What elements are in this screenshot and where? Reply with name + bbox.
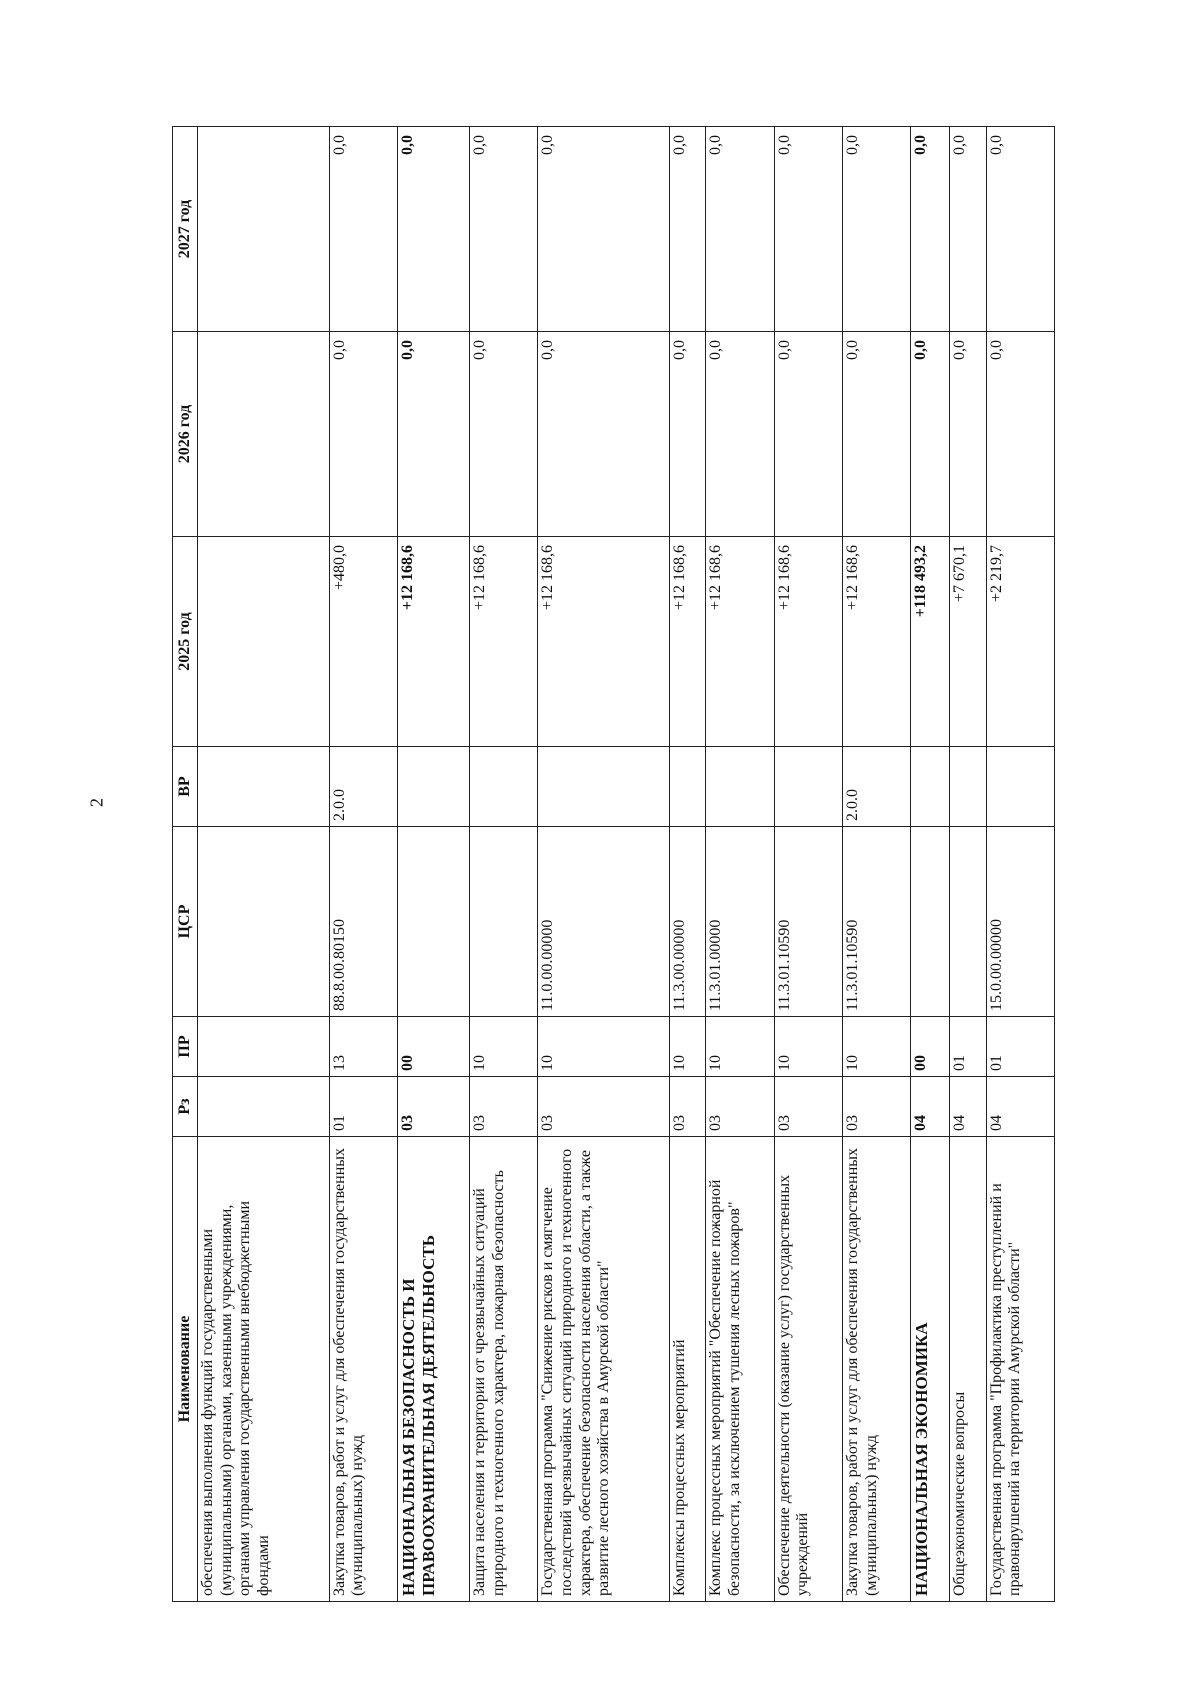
cell-name: Закупка товаров, работ и услуг для обеспечения государственных (муниципальных) нужд xyxy=(843,1137,911,1602)
cell-csr: 11.3.01.00000 xyxy=(706,827,774,1017)
cell-rz: 01 xyxy=(329,1077,397,1137)
cell-2025: +12 168,6 xyxy=(669,537,706,747)
cell-2025: +118 493,2 xyxy=(911,537,950,747)
cell-csr: 15.0.00.00000 xyxy=(986,827,1054,1017)
cell-rz: 03 xyxy=(843,1077,911,1137)
cell-2026: 0,0 xyxy=(469,332,537,537)
header-vr: ВР xyxy=(173,747,198,827)
cell-rz: 04 xyxy=(911,1077,950,1137)
cell-2026: 0,0 xyxy=(397,332,469,537)
cell-2027: 0,0 xyxy=(774,127,842,332)
cell-vr xyxy=(469,747,537,827)
cell-pr: 10 xyxy=(774,1017,842,1077)
budget-table xyxy=(172,126,1055,1602)
cell-2025: +12 168,6 xyxy=(706,537,774,747)
cell-csr xyxy=(911,827,950,1017)
cell-csr: 88.8.00.80150 xyxy=(329,827,397,1017)
header-csr: ЦСР xyxy=(173,827,198,1017)
cell-name: Закупка товаров, работ и услуг для обеспечения государственных (муниципальных) нужд xyxy=(329,1137,397,1602)
header-rz: Рз xyxy=(173,1077,198,1137)
cell-csr xyxy=(469,827,537,1017)
cell-2027: 0,0 xyxy=(329,127,397,332)
cell-vr: 2.0.0 xyxy=(329,747,397,827)
cell-vr xyxy=(949,747,986,827)
cell-2025: +12 168,6 xyxy=(469,537,537,747)
cell-vr xyxy=(669,747,706,827)
header-2025: 2025 год xyxy=(173,537,198,747)
cell-name: Общеэкономические вопросы xyxy=(949,1137,986,1602)
cell-vr: 2.0.0 xyxy=(843,747,911,827)
cell-pr: 00 xyxy=(397,1017,469,1077)
cell-vr xyxy=(198,747,330,827)
cell-csr xyxy=(397,827,469,1017)
table-row xyxy=(706,127,774,1602)
cell-2027: 0,0 xyxy=(469,127,537,332)
budget-table-frame xyxy=(172,127,1055,1602)
cell-2026 xyxy=(198,332,330,537)
table-row xyxy=(469,127,537,1602)
cell-pr: 13 xyxy=(329,1017,397,1077)
table-row xyxy=(949,127,986,1602)
cell-rz: 03 xyxy=(774,1077,842,1137)
header-2026: 2026 год xyxy=(173,332,198,537)
cell-2026: 0,0 xyxy=(986,332,1054,537)
cell-name: Защита населения и территории от чрезвычайных ситуаций природного и техногенного характера, пожарная безопасность xyxy=(469,1137,537,1602)
header-2027: 2027 год xyxy=(173,127,198,332)
cell-rz: 03 xyxy=(706,1077,774,1137)
cell-pr: 01 xyxy=(986,1017,1054,1077)
cell-name: Комплексы процессных мероприятий xyxy=(669,1137,706,1602)
cell-csr xyxy=(949,827,986,1017)
cell-rz: 03 xyxy=(669,1077,706,1137)
cell-csr: 11.3.01.10590 xyxy=(843,827,911,1017)
cell-vr xyxy=(706,747,774,827)
cell-pr: 10 xyxy=(538,1017,670,1077)
cell-2025: +2 219,7 xyxy=(986,537,1054,747)
table-row xyxy=(843,127,911,1602)
cell-2025: +12 168,6 xyxy=(774,537,842,747)
cell-name: Государственная программа "Снижение рисков и смягчение последствий чрезвычайных ситуаций природного и техногенного характера, обеспечение безопасности населения области, а также развитие лесного хозяйства в Амурской области" xyxy=(538,1137,670,1602)
cell-2025: +480,0 xyxy=(329,537,397,747)
cell-2027: 0,0 xyxy=(669,127,706,332)
cell-name: Комплекс процессных мероприятий "Обеспечение пожарной безопасности, за исключением тушения лесных пожаров" xyxy=(706,1137,774,1602)
cell-2026: 0,0 xyxy=(949,332,986,537)
page-number: 2 xyxy=(86,798,107,807)
cell-pr: 10 xyxy=(843,1017,911,1077)
cell-pr: 00 xyxy=(911,1017,950,1077)
table-row xyxy=(986,127,1054,1602)
cell-pr: 10 xyxy=(669,1017,706,1077)
cell-2027: 0,0 xyxy=(538,127,670,332)
cell-vr xyxy=(397,747,469,827)
cell-csr: 11.3.00.00000 xyxy=(669,827,706,1017)
table-row xyxy=(774,127,842,1602)
header-pr: ПР xyxy=(173,1017,198,1077)
cell-2027: 0,0 xyxy=(911,127,950,332)
cell-2025 xyxy=(198,537,330,747)
cell-rz: 04 xyxy=(986,1077,1054,1137)
table-row xyxy=(397,127,469,1602)
cell-name: НАЦИОНАЛЬНАЯ ЭКОНОМИКА xyxy=(911,1137,950,1602)
cell-2027: 0,0 xyxy=(949,127,986,332)
cell-rz: 03 xyxy=(538,1077,670,1137)
cell-2026: 0,0 xyxy=(538,332,670,537)
cell-csr: 11.3.01.10590 xyxy=(774,827,842,1017)
cell-2026: 0,0 xyxy=(329,332,397,537)
cell-2025: +12 168,6 xyxy=(843,537,911,747)
cell-name: Обеспечение деятельности (оказание услуг) государственных учреждений xyxy=(774,1137,842,1602)
table-row xyxy=(911,127,950,1602)
table-body xyxy=(198,127,1055,1602)
cell-rz: 04 xyxy=(949,1077,986,1137)
cell-csr xyxy=(198,827,330,1017)
cell-pr xyxy=(198,1017,330,1077)
table-header-row xyxy=(173,127,198,1602)
cell-name: обеспечения выполнения функций государственными (муниципальными) органами, казенными учреждениями, органами управления государственными внебюджетными фондами xyxy=(198,1137,330,1602)
table-row xyxy=(198,127,330,1602)
cell-2025: +12 168,6 xyxy=(538,537,670,747)
cell-2027: 0,0 xyxy=(706,127,774,332)
cell-2026: 0,0 xyxy=(911,332,950,537)
cell-pr: 10 xyxy=(469,1017,537,1077)
cell-2027: 0,0 xyxy=(986,127,1054,332)
cell-rz: 03 xyxy=(397,1077,469,1137)
table-row xyxy=(329,127,397,1602)
cell-csr: 11.0.00.00000 xyxy=(538,827,670,1017)
cell-pr: 10 xyxy=(706,1017,774,1077)
cell-name: НАЦИОНАЛЬНАЯ БЕЗОПАСНОСТЬ И ПРАВООХРАНИТЕЛЬНАЯ ДЕЯТЕЛЬНОСТЬ xyxy=(397,1137,469,1602)
cell-2026: 0,0 xyxy=(706,332,774,537)
table-row xyxy=(669,127,706,1602)
cell-vr xyxy=(911,747,950,827)
header-name: Наименование xyxy=(173,1137,198,1602)
cell-pr: 01 xyxy=(949,1017,986,1077)
cell-2025: +12 168,6 xyxy=(397,537,469,747)
cell-rz: 03 xyxy=(469,1077,537,1137)
cell-name: Государственная программа "Профилактика преступлений и правонарушений на территории Амурской области" xyxy=(986,1137,1054,1602)
cell-2026: 0,0 xyxy=(843,332,911,537)
table-row xyxy=(538,127,670,1602)
cell-vr xyxy=(986,747,1054,827)
cell-2027 xyxy=(198,127,330,332)
cell-2026: 0,0 xyxy=(774,332,842,537)
cell-2025: +7 670,1 xyxy=(949,537,986,747)
cell-2027: 0,0 xyxy=(397,127,469,332)
cell-rz xyxy=(198,1077,330,1137)
cell-2027: 0,0 xyxy=(843,127,911,332)
cell-vr xyxy=(538,747,670,827)
cell-vr xyxy=(774,747,842,827)
cell-2026: 0,0 xyxy=(669,332,706,537)
